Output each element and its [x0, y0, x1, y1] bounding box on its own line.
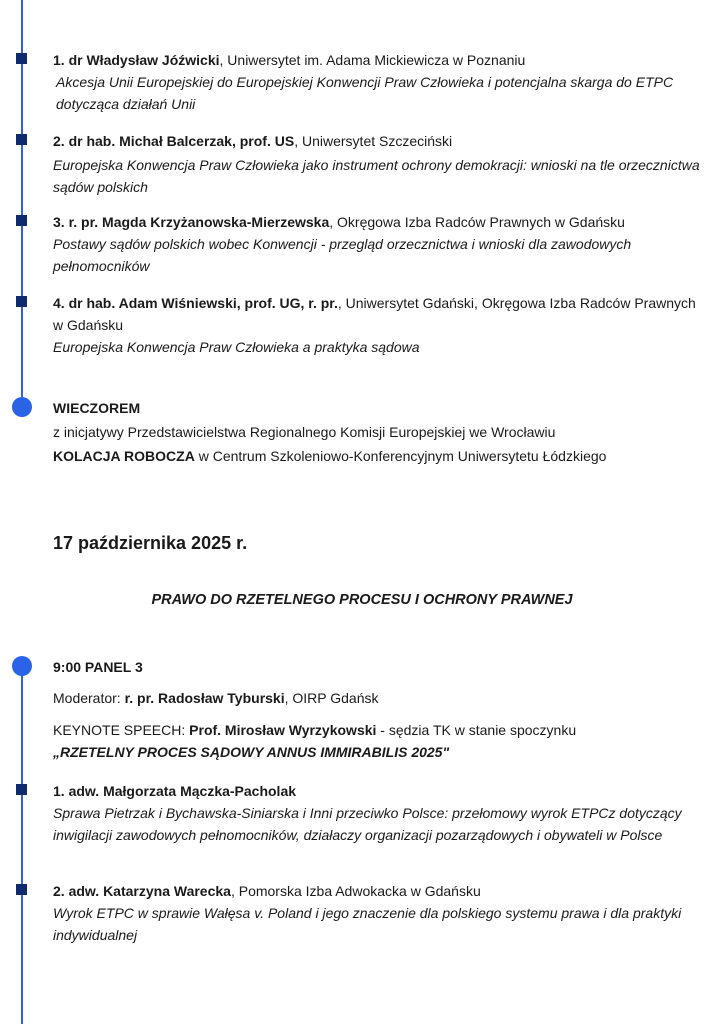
talk-topic: Europejska Konwencja Praw Człowieka jako instrument ochrony demokracji: wnioski na tle orzecznictwa sądów polskich [53, 157, 700, 195]
timeline-square-marker [16, 884, 27, 895]
talk-topic: Sprawa Pietrzak i Bychawska-Siniarska i Inni przeciwko Polsce: przełomowy wyrok ETPCz dotyczący inwigilacji zawodowych pełnomocników, działaczy organizacji pozarządowych i obywateli w Polsce [53, 805, 682, 843]
speaker-name: dr hab. Michał Balcerzak, prof. US [68, 133, 295, 149]
talk-topic: Wyrok ETPC w sprawie Wałęsa v. Poland i jego znaczenie dla polskiego systemu prawa i dla praktyki indywidualnej [53, 905, 682, 943]
speaker-entry: 1. dr Władysław Jóźwicki, Uniwersytet im. Adama Mickiewicza w Poznaniu Akcesja Unii Europejskiej do Europejskiej Konwencji Praw Człowieka i potencjalna skarga do ETPC dotycząca działań Unii [53, 49, 703, 115]
timeline-square-marker [16, 134, 27, 145]
talk-topic: Akcesja Unii Europejskiej do Europejskiej Konwencji Praw Człowieka i potencjalna skarga do ETPC dotycząca działań Unii [56, 74, 674, 112]
speaker-name: adw. Katarzyna Warecka [68, 883, 231, 899]
timeline-circle-marker [12, 397, 32, 417]
speaker-affiliation: , Pomorska Izba Adwokacka w Gdańsku [230, 883, 481, 899]
moderator-name: r. pr. Radosław Tyburski [124, 690, 285, 706]
speaker-entry: 3. r. pr. Magda Krzyżanowska-Mierzewska, Okręgowa Izba Radców Prawnych w Gdańsku Postawy sądów polskich wobec Konwencji - przegląd orzecznictwa i wnioski dla zawodowych pełnomocników [53, 211, 703, 277]
speaker-name: adw. Małgorzata Mączka-Pacholak [68, 783, 297, 799]
talk-topic: Europejska Konwencja Praw Człowieka a praktyka sądowa [53, 339, 420, 355]
timeline-square-marker [16, 215, 27, 226]
dinner-venue: w Centrum Szkoleniowo-Konferencyjnym Uniwersytetu Łódzkiego [194, 448, 607, 464]
speaker-entry: 2. adw. Katarzyna Warecka, Pomorska Izba Adwokacka w Gdańsku Wyrok ETPC w sprawie Wałęsa v. Poland i jego znaczenie dla polskiego systemu prawa i dla praktyki indywidualnej [53, 880, 703, 946]
day-date: 17 października 2025 r. [53, 533, 248, 553]
timeline-square-marker [16, 296, 27, 307]
speaker-name: dr Władysław Jóźwicki [68, 52, 220, 68]
panel-title: 9:00 PANEL 3 [53, 659, 143, 675]
speaker-name: dr hab. Adam Wiśniewski, prof. UG, r. pr. [68, 295, 338, 311]
speaker-affiliation: , Uniwersytet im. Adama Mickiewicza w Poznaniu [219, 52, 526, 68]
evening-title: WIECZOREM [53, 400, 141, 416]
evening-section [53, 397, 703, 467]
speaker-entry: 4. dr hab. Adam Wiśniewski, prof. UG, r. pr., Uniwersytet Gdański, Okręgowa Izba Radców Prawnych w Gdańsku Europejska Konwencja Praw Człowieka a praktyka sądowa [53, 292, 703, 358]
timeline-square-marker [16, 784, 27, 795]
speaker-entry: 1. adw. Małgorzata Mączka-Pacholak Sprawa Pietrzak i Bychawska-Siniarska i Inni przeciwko Polsce: przełomowy wyrok ETPCz dotyczący inwigilacji zawodowych pełnomocników, działaczy organizacji pozarządowych i obywateli w Polsce [53, 780, 703, 846]
speaker-affiliation: , Uniwersytet Szczeciński [294, 133, 453, 149]
keynote-title: „RZETELNY PROCES SĄDOWY ANNUS IMMIRABILIS 2025" [53, 744, 450, 760]
keynote-speaker: Prof. Mirosław Wyrzykowski [189, 722, 377, 738]
speaker-affiliation: , Uniwersytet Gdański, Okręgowa Izba Radców Prawnych w Gdańsku [53, 295, 696, 333]
speaker-name: r. pr. Magda Krzyżanowska-Mierzewska [68, 214, 330, 230]
speaker-entry: 2. dr hab. Michał Balcerzak, prof. US, Uniwersytet Szczeciński Europejska Konwencja Praw Człowieka jako instrument ochrony demokracji: wnioski na tle orzecznictwa sądów polskich [53, 130, 703, 198]
panel-section: 9:00 PANEL 3 Moderator: r. pr. Radosław Tyburski, OIRP Gdańsk KEYNOTE SPEECH: Prof. Mirosław Wyrzykowski - sędzia TK w stanie spoczynku „RZETELNY PROCES SĄDOWY ANNUS IMMIRABILIS 2025" [53, 656, 703, 763]
timeline-square-marker [16, 53, 27, 64]
speaker-affiliation: , Okręgowa Izba Radców Prawnych w Gdańsku [329, 214, 625, 230]
evening-initiative: z inicjatywy Przedstawicielstwa Regionalnego Komisji Europejskiej we Wrocławiu [53, 424, 556, 440]
timeline-circle-marker [12, 656, 32, 676]
dinner-label: KOLACJA ROBOCZA [53, 448, 195, 464]
timeline-line-bottom [21, 666, 23, 1024]
session-title: PRAWO DO RZETELNEGO PROCESU I OCHRONY PRAWNEJ [151, 592, 573, 608]
talk-topic: Postawy sądów polskich wobec Konwencji - przegląd orzecznictwa i wnioski dla zawodowych pełnomocników [53, 236, 632, 274]
